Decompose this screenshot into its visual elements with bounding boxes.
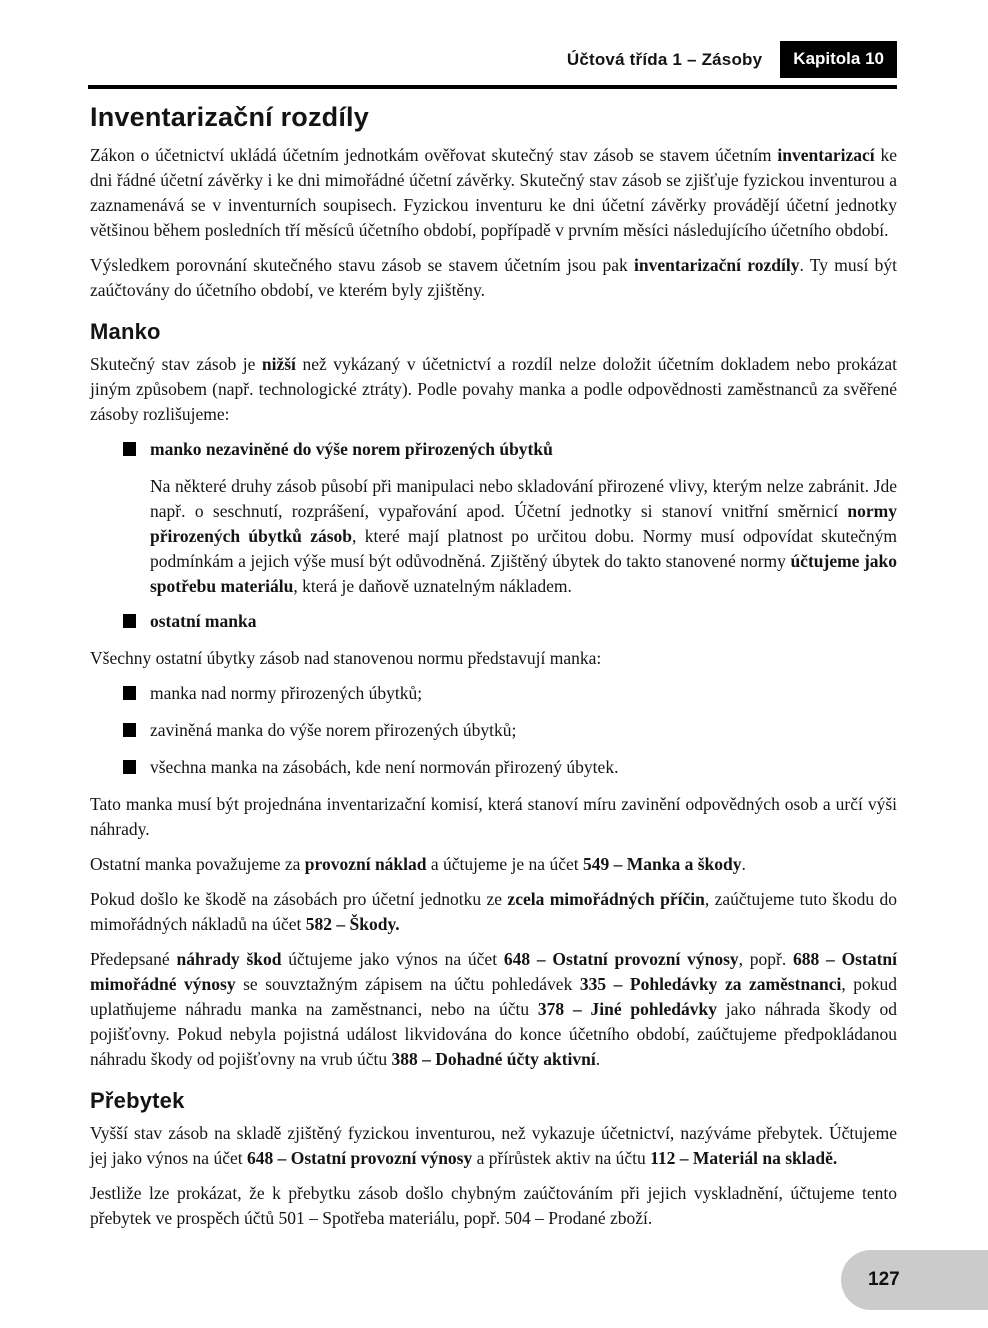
bullet-text: manka nad normy přirozených úbytků; <box>150 683 423 703</box>
body-paragraph: Skutečný stav zásob je nižší než vykázaný v účetnictví a rozdíl nelze doložit účetním dokladem nebo prokázat jiným způsobem (např. technologické ztráty). Podle povahy manka a podle odpovědnosti zaměstnanců za svěřené zásoby rozlišujeme: <box>90 354 897 424</box>
chapter-badge: Kapitola 10 <box>780 41 897 78</box>
bullet-item <box>90 755 897 780</box>
body-paragraph: Jestliže lze prokázat, že k přebytku zásob došlo chybným zaúčtováním při jejich vyskladnění, účtujeme tento přebytek ve prospěch účtů 501 – Spotřeba materiálu, popř. 504 – Prodané zboží. <box>90 1183 897 1228</box>
bullet-square-icon <box>123 686 136 700</box>
bullet-text: manko nezaviněné do výše norem přirozených úbytků <box>150 439 553 459</box>
bullet-text: všechna manka na zásobách, kde není normován přirozený úbytek. <box>150 757 619 777</box>
page-body <box>90 101 897 1241</box>
body-paragraph: Pokud došlo ke škodě na zásobách pro účetní jednotku ze zcela mimořádných příčin, zaúčtujeme tuto škodu do mimořádných nákladů na účet 582 – Škody. <box>90 889 897 934</box>
bullet-item <box>90 681 897 706</box>
section-heading: Manko <box>90 319 161 344</box>
body-paragraph: Všechny ostatní úbytky zásob nad stanovenou normu představují manka: <box>90 648 602 668</box>
body-paragraph: Tato manka musí být projednána inventarizační komisí, která stanoví míru zavinění odpovědných osob a určí výši náhrady. <box>90 794 897 839</box>
bullet-square-icon <box>123 442 136 456</box>
body-paragraph: Předepsané náhrady škod účtujeme jako výnos na účet 648 – Ostatní provozní výnosy, popř. 688 – Ostatní mimořádné výnosy se souvztažným zápisem na účtu pohledávek 335 – Pohledávky za zaměstnanci, pokud uplatňujeme náhradu manka na zaměstnanci, nebo na účtu 378 – Jiné pohledávky jako náhrada škody od pojišťovny. Pokud nebyla pojistná událost likvidována do konce účetního období, zaúčtujeme předpokládanou náhradu škody od pojišťovny na vrub účtu 388 – Dohadné účty aktivní. <box>90 949 898 1069</box>
section-heading: Přebytek <box>90 1088 185 1113</box>
bullet-item <box>90 437 897 462</box>
body-paragraph: Výsledkem porovnání skutečného stavu zásob se stavem účetním jsou pak inventarizační rozdíly. Ty musí být zaúčtovány do účetního období, ve kterém byly zjištěny. <box>90 255 897 300</box>
body-paragraph: Ostatní manka považujeme za provozní náklad a účtujeme je na účet 549 – Manka a škody. <box>90 854 746 874</box>
content <box>90 143 897 1231</box>
body-paragraph: Na některé druhy zásob působí při manipulaci nebo skladování přirozené vlivy, kterým nelze zabránit. Jde např. o seschnutí, rozprášení, vypařování apod. Účetní jednotky si stanoví vnitřní směrnicí normy přirozených úbytků zásob, které mají platnost po určitou dobu. Normy musí odpovídat skutečným podmínkám a jejich výše musí být odůvodněná. Zjištěný úbytek do takto stanovené normy účtujeme jako spotřebu materiálu, která je daňově uznatelným nákladem. <box>150 476 898 596</box>
page-title: Inventarizační rozdíly <box>90 102 369 132</box>
bullet-text: zaviněná manka do výše norem přirozených úbytků; <box>150 720 517 740</box>
bullet-item <box>90 718 897 743</box>
bullet-item <box>90 609 897 634</box>
page-number-box <box>841 1250 988 1310</box>
bullet-square-icon <box>123 723 136 737</box>
running-head-section-label: Účtová třída 1 – Zásoby <box>566 49 763 69</box>
page-header <box>88 41 897 78</box>
body-paragraph: Zákon o účetnictví ukládá účetním jednotkám ověřovat skutečný stav zásob se stavem účetním inventarizací ke dni řádné účetní závěrky i ke dni mimořádné účetní závěrky. Skutečný stav zásob se zjišťuje fyzickou inventurou a zaznamenává se v inventurních soupisech. Fyzickou inventuru ke dni účetní závěrky provádějí účetní jednotky většinou během posledních tří měsíců účetního období, popřípadě v prvním měsíci následujícího účetního období. <box>90 145 897 240</box>
bullet-square-icon <box>123 760 136 774</box>
page-number: 127 <box>868 1269 900 1290</box>
body-paragraph: Vyšší stav zásob na skladě zjištěný fyzickou inventurou, než vykazuje účetnictví, nazýváme přebytek. Účtujeme jej jako výnos na účet 648 – Ostatní provozní výnosy a přírůstek aktiv na účtu 112 – Materiál na skladě. <box>90 1123 897 1168</box>
bullet-square-icon <box>123 614 136 628</box>
bullet-text: ostatní manka <box>150 611 257 631</box>
header-rule <box>88 85 897 89</box>
